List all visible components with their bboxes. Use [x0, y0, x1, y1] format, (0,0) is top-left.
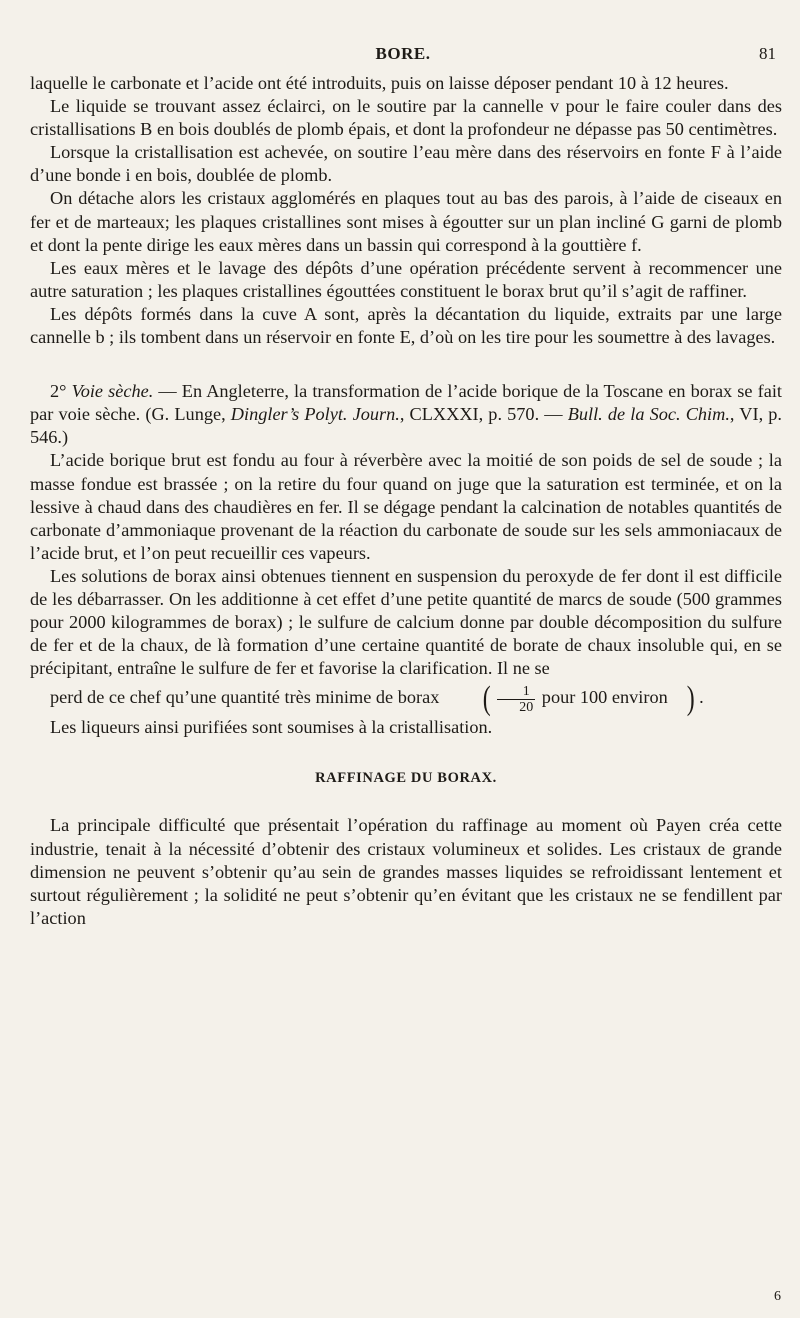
- fraction-group: [444, 682, 537, 716]
- right-paren-glyph: ): [686, 680, 695, 718]
- paragraph-mother-liquor: Lorsque la cristallisation est achevée, on soutire l’eau mère dans des réservoirs en fonte F à l’aide d’une bonde i en bois, doublée de plomb.: [30, 142, 782, 186]
- bulletin-volume-ref: , VI, p. 546.): [30, 404, 783, 448]
- formula-line: [30, 682, 782, 716]
- paragraph-peroxide: [30, 565, 782, 716]
- section-heading-refining: RAFFINAGE DU BORAX.: [315, 770, 497, 787]
- peroxide-text: Les solutions de borax ainsi obtenues tiennent en suspension du peroxyde de fer dont il est difficile de les débarrasser. On les additionne à cet effet d’une petite quantité de marcs de soude (500 grammes pour 2000 kilogrammes de borax) ; le sulfure de calcium donne par double décomposition du sulfure de fer et de la chaux, de là formation d’une certaine quantité de borate de chaux insoluble qui, en se précipitant, entraîne le sulfure de fer et favorise la clarification. Il ne se: [30, 565, 782, 679]
- paragraph-dry-method: [30, 380, 782, 449]
- spacer: [30, 349, 782, 380]
- paragraph-furnace: L’acide borique brut est fondu au four à réverbère avec la moitié de son poids de sel de soude ; la masse fondue est brassée ; on la retire du four quand on juge que la saturation est terminée, et on la lessive à chaud dans des chaudières en fer. Il se dégage pendant la calcination de notables quantités de carbonate d’ammoniaque provenant de la réaction du carbonate de soude sur les sels ammoniacaux de l’acide brut, et l’on peut recueillir ces vapeurs.: [30, 450, 782, 563]
- running-title: BORE.: [375, 44, 431, 63]
- spacer: [30, 790, 782, 814]
- left-paren-glyph: (: [482, 680, 491, 718]
- paragraph-crystal-plates: On détache alors les cristaux agglomérés en plaques tout au bas des parois, à l’aide de ciseaux en fer et de marteaux; les plaques cristallines sont mises à égoutter sur un plan incliné G garni de plomb et dont la pente dirige les eaux mères dans un bassin qui correspond à la gouttière f.: [30, 188, 782, 255]
- paragraph-siphoning: Le liquide se trouvant assez éclairci, on le soutire par la cannelle v pour le faire couler dans des cristallisations B en bois doublés de plomb épais, et dont la profondeur ne dépasse pas 50 centimètres.: [30, 96, 782, 140]
- fraction-numerator: 1: [497, 684, 535, 700]
- page-header: [30, 44, 776, 68]
- journal-volume-ref: , CLXXXI, p. 570. —: [399, 404, 568, 425]
- page-number: 81: [759, 44, 776, 63]
- formula-text-before: perd de ce chef qu’une quantité très minime de borax: [50, 687, 444, 708]
- formula-text-after: pour 100 environ: [537, 687, 668, 708]
- paragraph-refining: La principale difficulté que présentait l’opération du raffinage au moment où Payen créa cette industrie, tenait à la nécessité d’obtenir des cristaux volumineux et solides. Les cristaux de grande dimension ne peuvent s’obtenir qu’au sein de grandes masses liquides se refroidissant lentement et surtout régulièrement ; la solidité ne peut s’obtenir qu’en évitant que les cristaux ne se fendillent par l’action: [30, 815, 782, 928]
- fraction-one-twentieth: [497, 684, 535, 715]
- body-text: [30, 72, 782, 930]
- dinglers-journal-ref: Dingler’s Polyt. Journ.: [230, 404, 400, 425]
- paragraph-deposits: Les dépôts formés dans la cuve A sont, après la décantation du liquide, extraits par une large cannelle b ; ils tombent dans un réservoir en fonte E, d’où on les tire pour les soumettre à des lavages.: [30, 303, 782, 348]
- bulletin-ref: Bull. de la Soc. Chim.: [567, 404, 730, 425]
- formula-end: .: [699, 687, 704, 708]
- paragraph-raw-borax: Les eaux mères et le lavage des dépôts d’une opération précédente servent à recommencer une autre saturation ; les plaques cristallines égouttées constituent le borax brut qu’il s’agit de raffiner.: [30, 257, 782, 301]
- paragraph-crystallisation: Les liqueurs ainsi purifiées sont soumises à la cristallisation.: [50, 717, 493, 738]
- paragraph-decanting: laquelle le carbonate et l’acide ont été introduits, puis on laisse déposer pendant 10 à 12 heures.: [30, 73, 729, 93]
- spacer: [30, 739, 782, 767]
- signature-mark: 6: [774, 1289, 781, 1304]
- fraction-denominator: 20: [519, 699, 534, 715]
- dry-method-number: 2°: [50, 381, 67, 402]
- dry-method-title: Voie sèche.: [71, 381, 154, 402]
- dry-method-intro: — En Angleterre, la transformation de l’acide borique de la Toscane en borax se fait par voie sèche. (G. Lunge,: [30, 381, 782, 425]
